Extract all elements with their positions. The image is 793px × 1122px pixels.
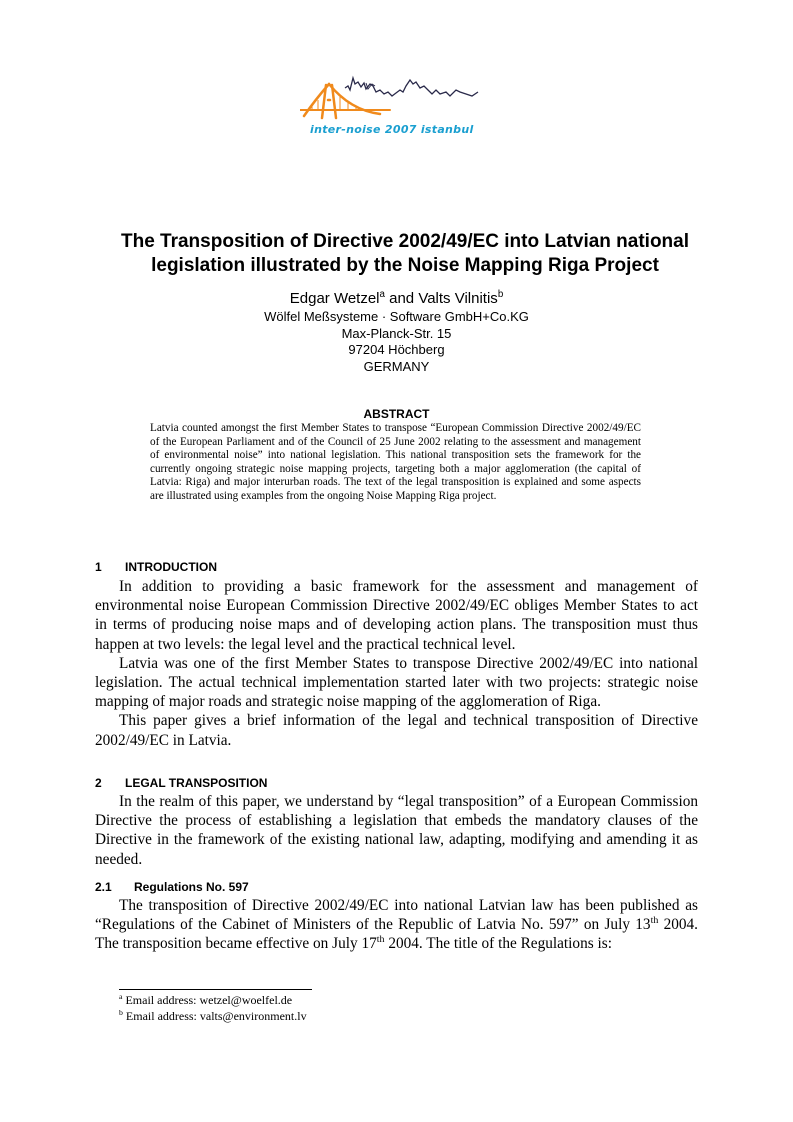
text-run: 2004. The title of the Regulations is: — [384, 935, 612, 953]
section-body — [95, 577, 698, 750]
affiliation-line: Max-Planck-Str. 15 — [341, 325, 452, 341]
conference-logo-text: inter-noise 2007 istanbul — [310, 123, 474, 136]
author-name: Edgar Wetzel — [289, 290, 380, 307]
footnotes — [119, 993, 307, 1024]
paper-title — [90, 230, 720, 278]
section-number: 2 — [95, 776, 102, 790]
paragraph: In the realm of this paper, we understand by “legal transposition” of a European Commission Directive the process of establishing a legislation that embeds the mandatory clauses of the Directive in the framework of the existing national law, adapting, modifying and amending it as needed. — [95, 793, 698, 868]
footnote-mark: a — [119, 992, 123, 1001]
abstract-text: Latvia counted amongst the first Member States to transpose “European Commission Directive 2002/49/EC of the European Parliament and of the Council of 25 June 2002 relating to the assessment and management of environmental noise” into national legislation. This national transposition sets the framework for the currently ongoing strategic noise mapping projects, targeting both a major agglomeration (the capital of Latvia: Riga) and major interurban roads. The text of the legal transposition is explained and some aspects are illustrated using examples from the ongoing Noise Mapping Riga project. — [150, 422, 641, 502]
author-list — [90, 289, 703, 308]
title-line-1: The Transposition of Directive 2002/49/EC into Latvian national — [120, 231, 690, 252]
paragraph — [95, 896, 698, 954]
footnote-divider — [119, 989, 312, 990]
subsection-heading — [95, 880, 249, 894]
affiliation-line: Wölfel Meßsysteme · Software GmbH+Co.KG — [264, 309, 529, 324]
paragraph: In addition to providing a basic framework for the assessment and management of environmental noise European Commission Directive 2002/49/EC obliges Member States to act in terms of producing noise maps and of developing action plans. The transposition must thus happen at two levels: the legal level and the practical technical level. — [95, 578, 698, 653]
footnote-text: Email address: wetzel@woelfel.de — [122, 993, 293, 1007]
title-line-2: legislation illustrated by the Noise Mapping Riga Project — [151, 255, 659, 276]
section-body — [95, 896, 698, 954]
affiliation-mark: a — [379, 289, 385, 300]
section-title: Regulations No. 597 — [134, 880, 249, 894]
paragraph: Latvia was one of the first Member States to transpose Directive 2002/49/EC into national legislation. The actual technical implementation started later with two projects: strategic noise mapping of major roads and strategic noise mapping of the agglomeration of Riga. — [95, 654, 698, 711]
text-run: The transposition of Directive 2002/49/EC into national Latvian law has been published as “Regulations of the Cabinet of Ministers of the Republic of Latvia No. 597” on July 13 — [95, 897, 698, 934]
section-title: INTRODUCTION — [125, 560, 217, 574]
paragraph: This paper gives a brief information of the legal and technical transposition of Directive 2002/49/EC in Latvia. — [95, 712, 698, 749]
affiliation-block — [90, 309, 703, 375]
ordinal-suffix: th — [376, 934, 385, 946]
footnote-mark: b — [119, 1007, 123, 1017]
section-heading — [95, 776, 267, 790]
footnote — [119, 1009, 307, 1025]
author-separator: and — [384, 290, 419, 307]
footnote-text: Email address: valts@environment.lv — [122, 1008, 307, 1023]
ordinal-suffix: th — [650, 915, 659, 927]
text-run: 2004. The transposition became effective on July 17 — [95, 916, 699, 953]
section-title: LEGAL TRANSPOSITION — [125, 776, 268, 790]
footnote — [119, 993, 307, 1009]
affiliation-mark: b — [497, 289, 504, 300]
section-body — [95, 792, 698, 869]
section-number: 2.1 — [95, 880, 112, 894]
author-name: Valts Vilnitis — [418, 290, 498, 307]
affiliation-line: 97204 Höchberg — [348, 342, 445, 357]
affiliation-line: GERMANY — [363, 358, 430, 374]
abstract-heading: ABSTRACT — [363, 407, 430, 421]
section-heading — [95, 560, 217, 574]
section-number: 1 — [95, 560, 102, 574]
